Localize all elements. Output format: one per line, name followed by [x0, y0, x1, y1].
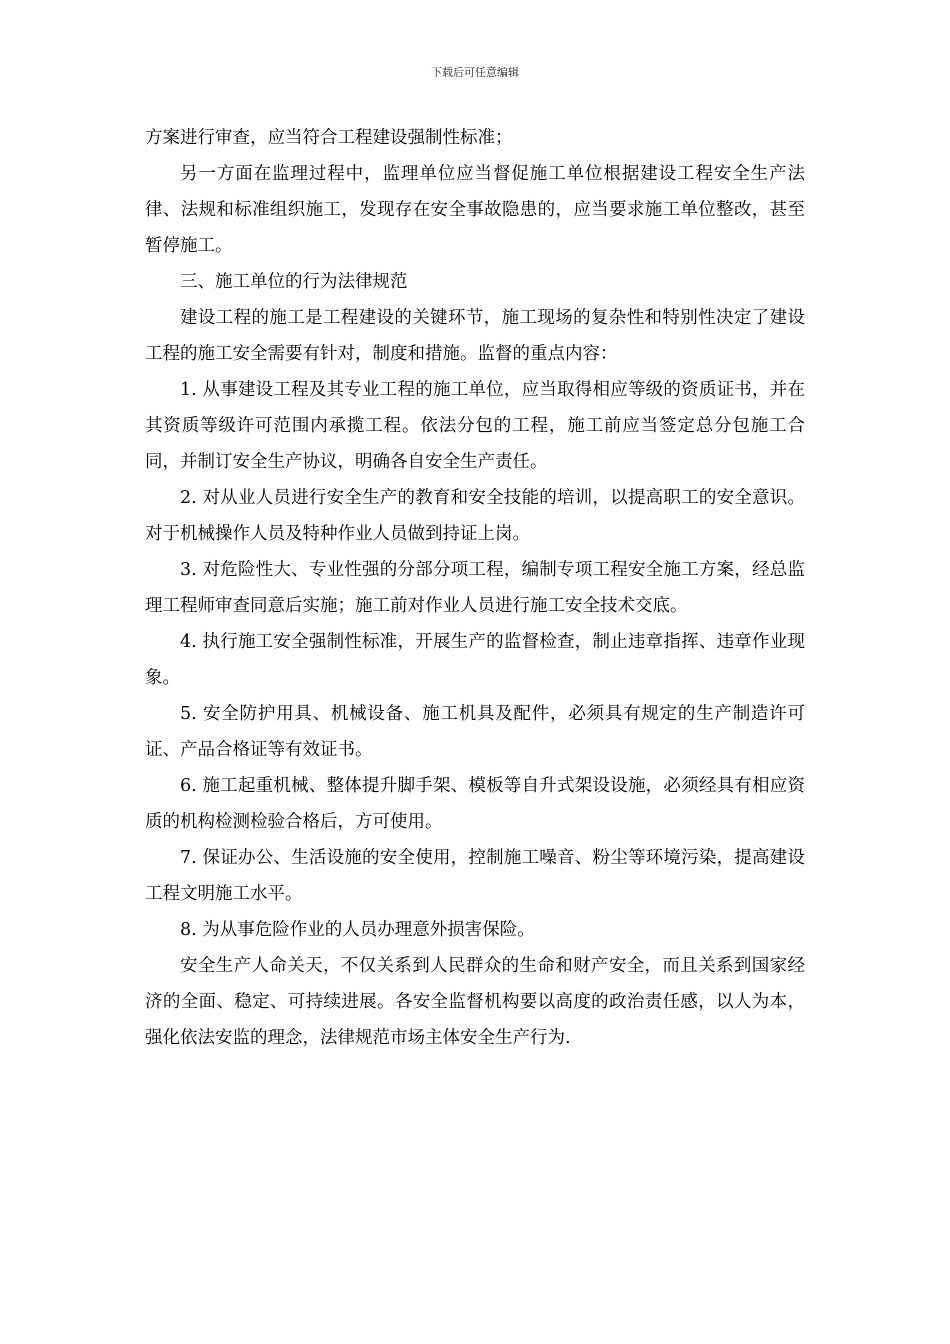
paragraph-plan-review: 方案进行审查，应当符合工程建设强制性标准；: [145, 128, 513, 148]
paragraph-construction-intro: 建设工程的施工是工程建设的关键环节，施工现场的复杂性和特别性决定了建设工程的施工安全需要有针对，制度和措施。监督的重点内容：: [145, 308, 805, 364]
list-item-6: 6. 施工起重机械、整体提升脚手架、模板等自升式架设设施，必须经具有相应资质的机构检测检验合格后，方可使用。: [145, 776, 805, 832]
list-item-2: 2. 对从业人员进行安全生产的教育和安全技能的培训，以提高职工的安全意识。对于机械操作人员及特种作业人员做到持证上岗。: [145, 488, 805, 544]
list-item-8: 8. 为从事危险作业的人员办理意外损害保险。: [180, 920, 535, 940]
list-item-7: 7. 保证办公、生活设施的安全使用，控制施工噪音、粉尘等环境污染，提高建设工程文明施工水平。: [145, 848, 805, 904]
page-header-note: 下载后可任意编辑: [431, 66, 519, 79]
list-item-5: 5. 安全防护用具、机械设备、施工机具及配件，必须具有规定的生产制造许可证、产品合格证等有效证书。: [145, 704, 805, 760]
list-item-4: 4. 执行施工安全强制性标准，开展生产的监督检查，制止违章指挥、违章作业现象。: [145, 632, 805, 688]
paragraph-conclusion: 安全生产人命关天，不仅关系到人民群众的生命和财产安全，而且关系到国家经济的全面、稳定、可持续进展。各安全监督机构要以高度的政治责任感，以人为本，强化依法安监的理念，法律规范市场主体安全生产行为.: [145, 956, 805, 1048]
list-item-3: 3. 对危险性大、专业性强的分部分项工程，编制专项工程安全施工方案，经总监理工程师审查同意后实施；施工前对作业人员进行施工安全技术交底。: [145, 560, 805, 616]
list-item-1: 1. 从事建设工程及其专业工程的施工单位，应当取得相应等级的资质证书，并在其资质等级许可范围内承揽工程。依法分包的工程，施工前应当签定总分包施工合同，并制订安全生产协议，明确各自安全生产责任。: [145, 380, 805, 472]
section-heading-contractor: 三、施工单位的行为法律规范: [180, 272, 408, 292]
document-body: [145, 120, 805, 1056]
paragraph-supervision: 另一方面在监理过程中，监理单位应当督促施工单位根据建设工程安全生产法律、法规和标准组织施工，发现存在安全事故隐患的，应当要求施工单位整改，甚至暂停施工。: [145, 164, 805, 256]
